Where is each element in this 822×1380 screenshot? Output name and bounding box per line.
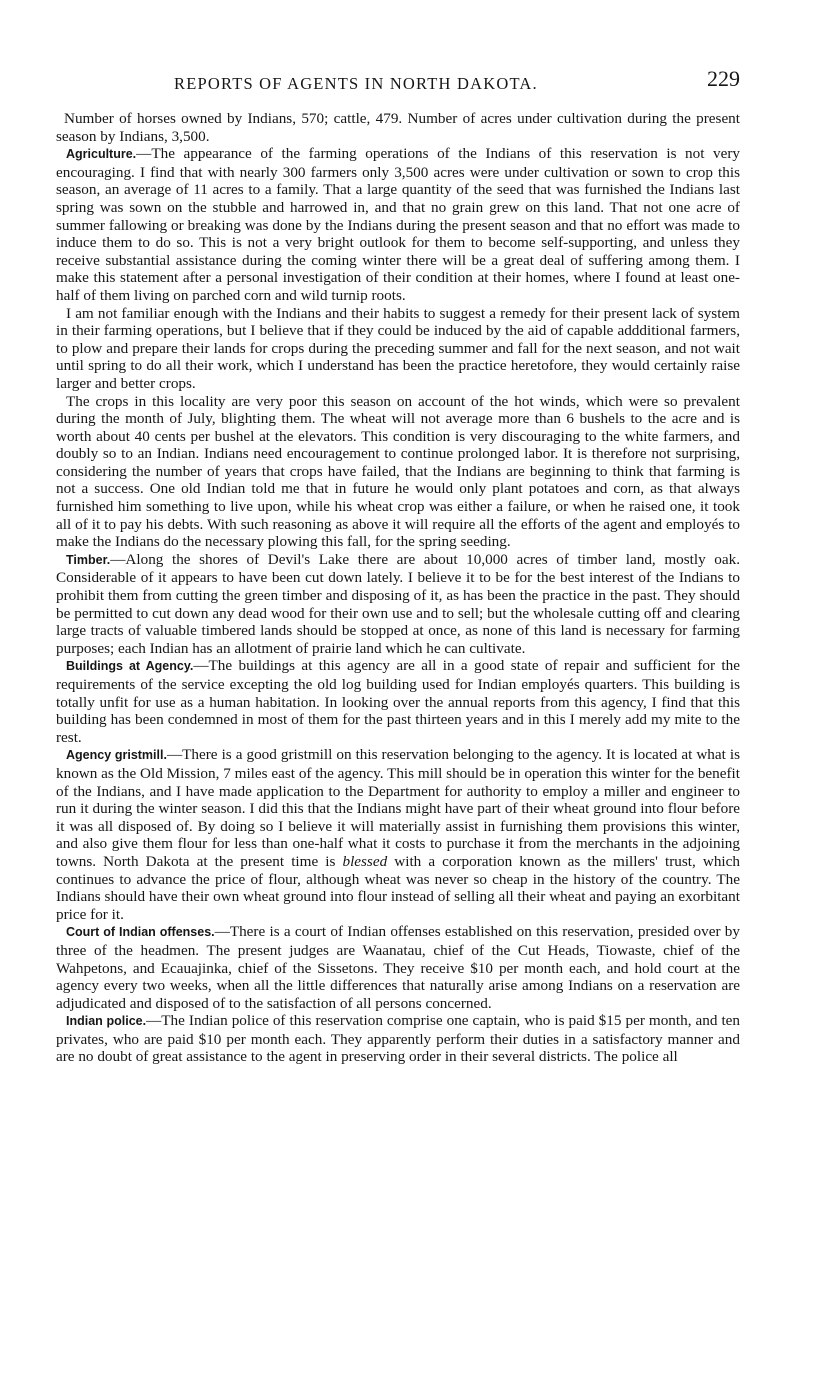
paragraph-text: The crops in this locality are very poor this season on account of the hot winds, which were so prevalent during the month of July, blighting them. The wheat will not average more than 6 bushels to the acre and is worth about 40 cents per bushel at the elevators. This condition is very discouraging to the white farmers, and doubly so to an Indian. Indians need encouragement to continue prolonged labor. It is therefore not surprising, considering the number of years that crops have failed, that the Indians are beginning to think that farming is not a success. One old Indian told me that in future he would only plant potatoes and corn, as that always furnished him something to live upon, while his wheat crop was either a failure, or when he raised one, it took all of it to pay his debts. With such reasoning as above it will require all the efforts of the agent and employés to make the Indians do the necessary plowing this fall, for the spring seeding. — [56, 392, 740, 551]
page-body — [56, 110, 740, 1066]
paragraph-timber — [56, 551, 740, 658]
paragraph-text: —The buildings at this agency are all in a good state of repair and sufficient for the requirements of the service excepting the old log building used for Indian employés quarters. This building is totally unfit for use as a human habitation. In looking over the annual reports from this agency, I find that this building has been condemned in most of them for the past thirteen years and in this I merely add my mite to the rest. — [56, 657, 740, 746]
paragraph-livestock — [56, 110, 740, 145]
section-heading-police: Indian police. — [66, 1014, 147, 1029]
paragraph-agriculture — [56, 145, 740, 304]
paragraph-remedy — [56, 305, 740, 393]
paragraph-crops — [56, 393, 740, 551]
paragraph-text: —There is a court of Indian offenses established on this reservation, presided over by three of the headmen. The present judges are Waanatau, chief of the Cut Heads, Tiowaste, chief of the Wahpetons, and Ecauajinka, chief of the Sissetons. They receive $10 per month each, and hold court at the agency every two weeks, when all the little differences that naturally arise among Indians on a reservation are adjudicated and disposed of to the satisfaction of all persons concerned. — [56, 923, 740, 1012]
paragraph-text: —The Indian police of this reservation comprise one captain, who is paid $15 per month, and ten privates, who are paid $10 per month each. They apparently perform their duties in a satisfactory manner and are no doubt of great assistance to the agent in preserving order in their several districts. The police all — [56, 1012, 741, 1066]
page-number: 229 — [707, 66, 740, 91]
running-head: REPORTS OF AGENTS IN NORTH DAKOTA. — [174, 74, 538, 93]
page-header — [56, 66, 740, 96]
paragraph-text: Number of horses owned by Indians, 570; cattle, 479. Number of acres under cultivation during the present season by Indians, 3,500. — [56, 110, 740, 145]
paragraph-text: —The appearance of the farming operations of the Indians of this reservation is not very encouraging. I find that with nearly 300 farmers only 3,500 acres were under cultivation or sown to crop this season, an average of 11 acres to a family. That a large quantity of the seed that was furnished the Indians last spring was sown on the stubble and harrowed in, and that no grain grew on this land. That not one acre of summer fallowing or breaking was done by the Indians during the present season and that no effort was made to induce them to do so. This is not a very bright outlook for them to become self-supporting, and unless they receive substantial assistance during the coming winter there will be a great deal of suffering among them. I make this statement after a personal investigation of their condition at their homes, where I found at least one-half of them living on parched corn and wild turnip roots. — [56, 145, 740, 304]
paragraph-gristmill — [56, 746, 740, 923]
paragraph-text: —Along the shores of Devil's Lake there are about 10,000 acres of timber land, mostly oak. Considerable of it appears to have been cut down lately. I believe it to be for the best interest of the Indians to prohibit them from cutting the green timber and disposing of it, as has been the practice in the past. They should be permitted to cut down any dead wood for their own use and to sell; but the wholesale cutting off and clearing large tracts of valuable timbered lands should be stopped at once, as none of this land is necessary for farming purposes; each Indian has an allotment of prairie land which he can cultivate. — [56, 550, 740, 657]
paragraph-buildings — [56, 657, 740, 746]
section-heading-agriculture: Agriculture. — [66, 147, 137, 162]
paragraph-text: —There is a good gristmill on this reservation belonging to the agency. It is located at what is known as the Old Mission, 7 miles east of the agency. This mill should be in operation this winter for the benefit of the Indians, and I have made application to the Department for authority to employ a miller and engineer to run it during the winter season. I did this that the Indians might have part of their wheat ground into flour before it was all disposed of. By doing so I believe it will materially assist in furnishing them provisions this winter, and also give them flour for less than one-half what it costs to purchase it from the merchants in the adjoining towns. North Dakota at the present time is — [56, 746, 740, 870]
section-heading-court: Court of Indian offenses. — [66, 925, 215, 940]
section-heading-timber: Timber. — [66, 552, 111, 567]
paragraph-court — [56, 923, 740, 1012]
section-heading-buildings: Buildings at Agency. — [66, 659, 194, 674]
paragraph-police — [56, 1012, 740, 1066]
paragraph-text: with a corporation known as the millers' trust, which continues to advance the price of flour, although wheat was never so cheap in the history of the country. The Indians should have their own wheat ground into flour instead of selling all their wheat and paying an exorbitant price for it. — [56, 852, 740, 923]
section-heading-gristmill: Agency gristmill. — [66, 748, 167, 763]
emphasized-word: blessed — [342, 852, 388, 870]
paragraph-text: I am not familiar enough with the Indians and their habits to suggest a remedy for their present lack of system in their farming operations, but I believe that if they could be induced by the aid of capable addditional farmers, to plow and prepare their lands for crops during the preceding summer and fall for the next season, and not wait until spring to do all their work, which I understand has been the practice heretofore, they would certainly raise larger and better crops. — [56, 304, 740, 392]
